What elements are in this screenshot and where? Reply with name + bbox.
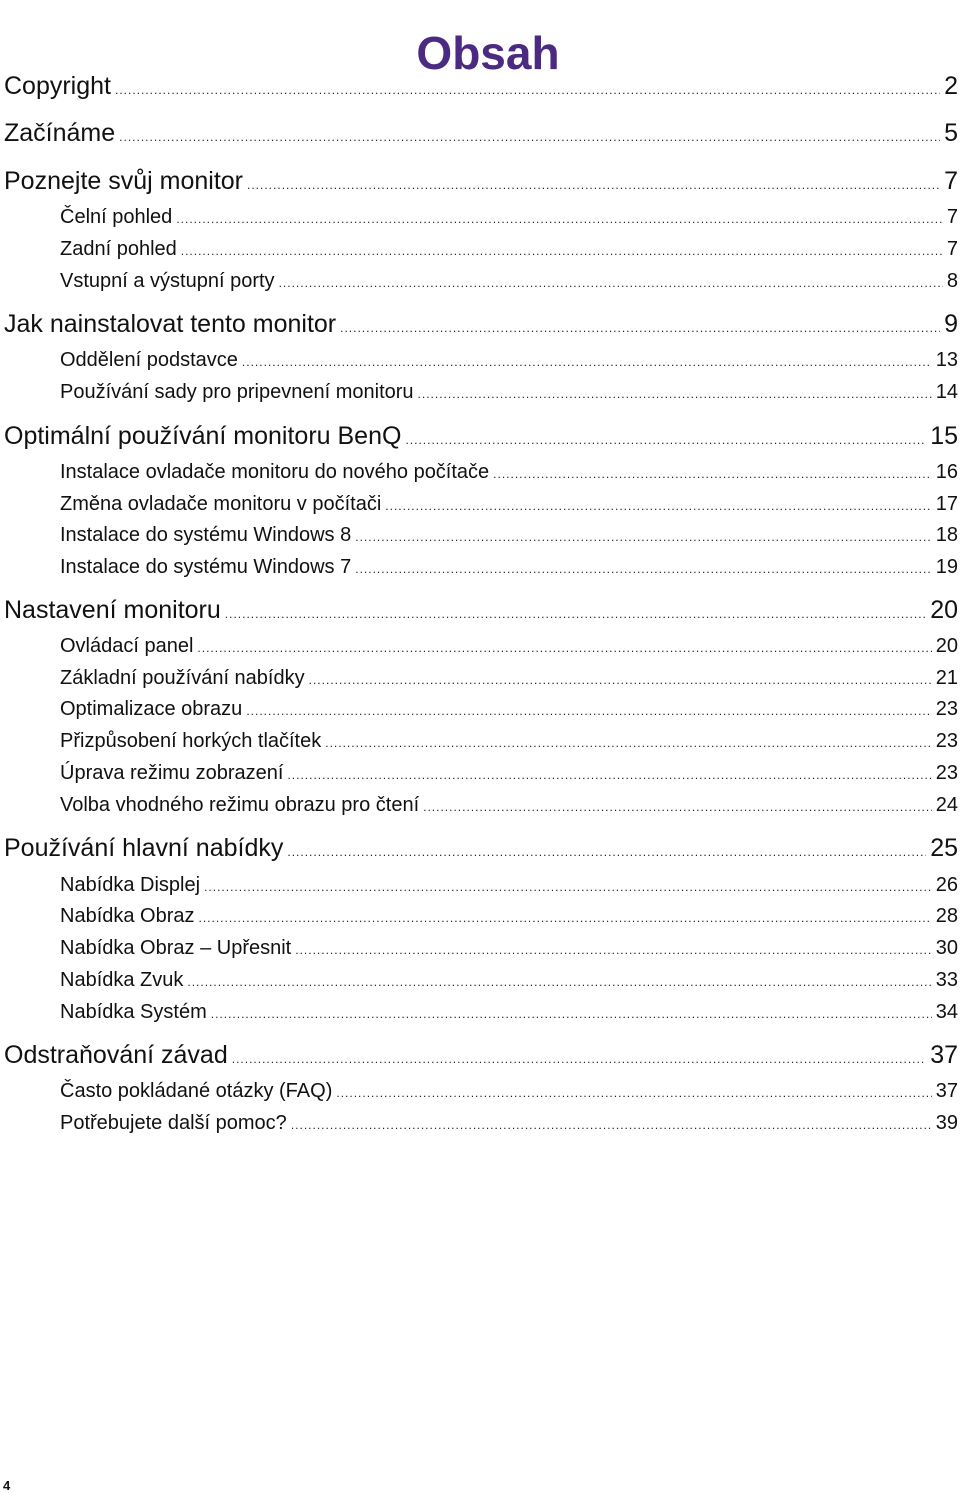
toc-entry-label: Jak nainstalovat tento monitor [4,310,337,338]
toc-leader-dots [279,270,943,296]
toc-entry-label: Vstupní a výstupní porty [60,270,275,292]
toc-entry-page: 37 [930,1041,958,1069]
toc-entry-page: 28 [935,905,958,927]
toc-subentry[interactable] [60,633,958,659]
toc-entry-page: 15 [930,422,958,450]
toc-leader-dots [204,874,932,900]
toc-leader-dots [295,937,932,963]
toc-entry-label: Přizpůsobení horkých tlačítek [60,730,322,752]
toc-leader-dots [176,206,943,232]
toc-leader-dots [187,969,931,995]
toc-subentry[interactable] [60,491,958,517]
toc-entry[interactable] [4,832,958,864]
page-number: 4 [3,1478,11,1493]
toc-entry-page: 39 [935,1112,958,1134]
toc-subentry[interactable] [60,459,958,485]
toc-subentry[interactable] [60,967,958,993]
toc-entry-label: Začínáme [4,119,116,147]
toc-subentry[interactable] [60,696,958,722]
toc-leader-dots [355,556,932,582]
toc-subentry[interactable] [60,347,958,373]
toc-subentry[interactable] [60,728,958,754]
toc-entry-page: 19 [935,556,958,578]
toc-entry[interactable] [4,594,958,626]
toc-entry-page: 26 [935,874,958,896]
toc-leader-dots [340,312,940,344]
toc-entry[interactable] [4,70,958,102]
toc-entry[interactable] [4,308,958,340]
toc-entry-page: 37 [935,1080,958,1102]
page-title: Obsah [416,26,560,79]
toc-leader-dots [405,424,926,456]
toc-entry-page: 30 [935,937,958,959]
toc-leader-dots [291,1112,932,1138]
toc-entry-page: 23 [935,730,958,752]
toc-leader-dots [355,524,932,550]
toc-subentry[interactable] [60,792,958,818]
toc-leader-dots [225,598,926,630]
toc-entry-label: Nabídka Obraz – Upřesnit [60,937,292,959]
toc-leader-dots [242,349,932,375]
toc-subentry[interactable] [60,268,958,294]
toc-entry-label: Potřebujete další pomoc? [60,1112,287,1134]
toc-entry-label: Copyright [4,72,111,100]
toc-leader-dots [199,905,932,931]
toc-entry-page: 9 [944,310,958,338]
toc-subentry[interactable] [60,204,958,230]
toc-subentry[interactable] [60,665,958,691]
toc-leader-dots [493,461,932,487]
toc-leader-dots [385,493,931,519]
toc-leader-dots [309,667,932,693]
toc-subentry[interactable] [60,522,958,548]
toc-entry-label: Zadní pohled [60,238,177,260]
toc-leader-dots [325,730,932,756]
toc-leader-dots [423,794,932,820]
toc-subentry[interactable] [60,1078,958,1104]
toc-entry[interactable] [4,165,958,197]
toc-entry-page: 13 [935,349,958,371]
toc-subentry[interactable] [60,872,958,898]
toc-subentry[interactable] [60,999,958,1025]
toc-entry-page: 20 [930,596,958,624]
toc-entry-label: Instalace do systému Windows 7 [60,556,352,578]
toc-entry-label: Optimalizace obrazu [60,698,243,720]
toc-leader-dots [181,238,943,264]
toc-entry-page: 14 [935,381,958,403]
toc-leader-dots [287,836,926,868]
toc-entry-label: Ovládací panel [60,635,194,657]
toc-entry-label: Poznejte svůj monitor [4,167,244,195]
toc-entry-page: 18 [935,524,958,546]
toc-subentry[interactable] [60,903,958,929]
toc-subentry[interactable] [60,1110,958,1136]
toc-entry-page: 20 [935,635,958,657]
toc-subentry[interactable] [60,935,958,961]
toc-leader-dots [119,121,940,153]
toc-entry-page: 34 [935,1001,958,1023]
toc-entry-label: Oddělení podstavce [60,349,238,371]
toc-subentry[interactable] [60,379,958,405]
toc-entry-page: 25 [930,834,958,862]
toc-leader-dots [197,635,931,661]
toc-entry-label: Čelní pohled [60,206,173,228]
toc-entry-label: Úprava režimu zobrazení [60,762,284,784]
toc-entry-label: Nastavení monitoru [4,596,221,624]
toc-entry-page: 16 [935,461,958,483]
toc-leader-dots [287,762,931,788]
toc-leader-dots [211,1001,932,1027]
toc-entry[interactable] [4,117,958,149]
toc-leader-dots [246,698,931,724]
toc-entry-label: Často pokládané otázky (FAQ) [60,1080,333,1102]
toc-entry-label: Nabídka Displej [60,874,201,896]
toc-entry[interactable] [4,1039,958,1071]
toc-entry-label: Nabídka Systém [60,1001,207,1023]
toc-entry-page: 33 [935,969,958,991]
toc-entry-label: Odstraňování závad [4,1041,228,1069]
toc-entry-page: 17 [935,493,958,515]
toc-entry-page: 7 [946,238,958,260]
toc-entry-label: Optimální používání monitoru BenQ [4,422,402,450]
toc-leader-dots [232,1043,926,1075]
toc-entry-label: Používání hlavní nabídky [4,834,284,862]
toc-entry-page: 7 [946,206,958,228]
toc-entry-label: Používání sady pro pripevnení monitoru [60,381,414,403]
toc-entry-label: Instalace ovladače monitoru do nového počítače [60,461,490,483]
toc-leader-dots [336,1080,931,1106]
toc-subentry[interactable] [60,760,958,786]
toc-entry-page: 8 [946,270,958,292]
toc-entry-page: 7 [944,167,958,195]
toc-entry-page: 21 [935,667,958,689]
toc-subentry[interactable] [60,554,958,580]
toc-entry-page: 23 [935,698,958,720]
toc-subentry[interactable] [60,236,958,262]
toc-entry-page: 23 [935,762,958,784]
toc-entry-label: Základní používání nabídky [60,667,305,689]
toc-leader-dots [115,74,940,106]
toc-entry[interactable] [4,420,958,452]
toc-entry-label: Volba vhodného režimu obrazu pro čtení [60,794,420,816]
toc-entry-page: 24 [935,794,958,816]
toc-entry-label: Nabídka Zvuk [60,969,184,991]
toc-entry-page: 2 [944,72,958,100]
toc-entry-label: Změna ovladače monitoru v počítači [60,493,382,515]
toc-leader-dots [418,381,932,407]
toc-entry-label: Instalace do systému Windows 8 [60,524,352,546]
toc-entry-page: 5 [944,119,958,147]
toc-entry-label: Nabídka Obraz [60,905,195,927]
toc-leader-dots [247,169,940,201]
